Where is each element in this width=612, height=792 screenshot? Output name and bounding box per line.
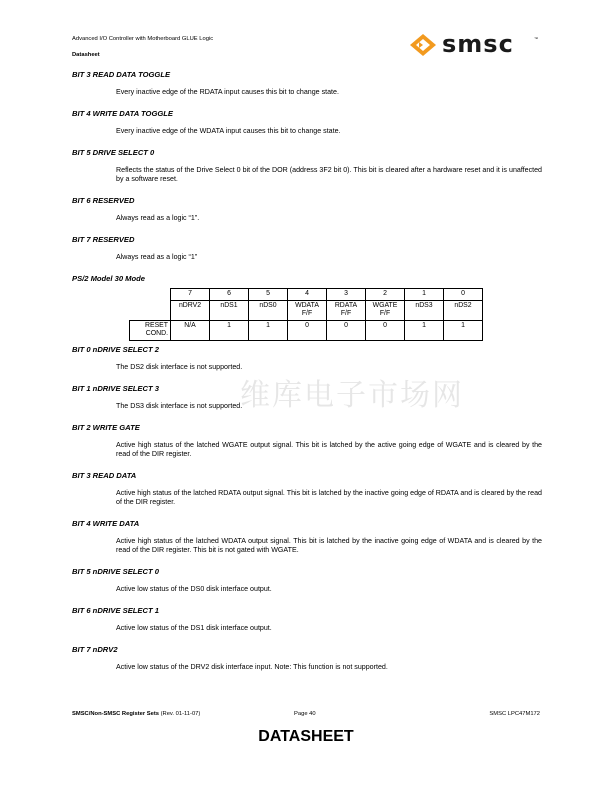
- footer-revision: (Rev. 01-11-07): [160, 711, 201, 717]
- bit-heading: BIT 3 READ DATA TOGGLE: [72, 70, 171, 79]
- table-cell-field-name: nDS3: [405, 300, 444, 320]
- table-cell-field-name: RDATA F/F: [327, 300, 366, 320]
- table-cell-bit-number: 7: [171, 289, 210, 301]
- bit-heading: BIT 7 RESERVED: [72, 235, 135, 244]
- bit-heading: BIT 4 WRITE DATA TOGGLE: [72, 109, 173, 118]
- table-cell-reset-value: N/A: [171, 320, 210, 340]
- table-cell-bit-number: 1: [405, 289, 444, 301]
- bit-heading: BIT 2 WRITE GATE: [72, 422, 140, 432]
- table-cell-bit-number: 4: [288, 289, 327, 301]
- table-cell-reset-value: 0: [327, 320, 366, 340]
- header-title: Advanced I/O Controller with Motherboard GLUE Logic: [72, 36, 214, 42]
- header-subtitle: Datasheet: [72, 52, 100, 58]
- bit-description: Active low status of the DS1 disk interface output.: [116, 623, 272, 632]
- table-cell-reset-value: 0: [288, 320, 327, 340]
- bit-heading: BIT 1 nDRIVE SELECT 3: [72, 383, 159, 393]
- table-cell-field-name: WGATE F/F: [366, 300, 405, 320]
- bit-heading: BIT 6 RESERVED: [72, 196, 135, 205]
- bit-description: Active low status of the DS0 disk interface output.: [116, 584, 272, 593]
- table-cell-bit-number: 3: [327, 289, 366, 301]
- table-cell-field-name: nDRV2: [171, 300, 210, 320]
- bit-heading: BIT 6 nDRIVE SELECT 1: [72, 605, 159, 615]
- bit-description: Always read as a logic “1”.: [116, 214, 200, 222]
- bit-description: Active high status of the latched WGATE output signal. This bit is latched by the active going edge of WGATE and is cleared by the read of the DIR register.: [116, 440, 542, 458]
- footer-page-number: Page 40: [294, 711, 316, 717]
- smsc-logo: [410, 30, 540, 58]
- bit-description: Active low status of the DRV2 disk interface input. Note: This function is not supported.: [116, 662, 388, 671]
- table-corner: [130, 289, 171, 301]
- bit-heading: BIT 5 DRIVE SELECT 0: [72, 148, 155, 157]
- bit-description: Every inactive edge of the WDATA input causes this bit to change state.: [116, 127, 341, 135]
- table-cell-field-name: WDATA F/F: [288, 300, 327, 320]
- table-cell-reset-value: 1: [444, 320, 483, 340]
- table-cell-bit-number: 2: [366, 289, 405, 301]
- table-cell-bit-number: 6: [210, 289, 249, 301]
- table-row-bit-numbers: [130, 289, 483, 301]
- table-title: PS/2 Model 30 Mode: [72, 274, 146, 283]
- table-cell-reset-value: 0: [366, 320, 405, 340]
- table-cell-reset-value: 1: [249, 320, 288, 340]
- bit-description: Active high status of the latched RDATA output signal. This bit is latched by the inactive going edge of RDATA and is cleared by the read of the DIR register.: [116, 488, 542, 506]
- bit-heading: BIT 4 WRITE DATA: [72, 518, 140, 528]
- table-corner: [130, 300, 171, 320]
- table-cell-reset-value: 1: [405, 320, 444, 340]
- logo-trademark: ™: [534, 36, 538, 41]
- bit-section-group-1: [72, 70, 542, 262]
- register-table: [129, 288, 483, 341]
- datasheet-banner: DATASHEET: [258, 728, 354, 745]
- bit-heading: BIT 3 READ DATA: [72, 470, 137, 480]
- logo-wordmark: smsc: [442, 30, 514, 58]
- bit-description: Reflects the status of the Drive Select 0 bit of the DOR (address 3F2 bit 0). This bit is cleared after a hardware reset and it is unaffected by a software reset.: [116, 166, 542, 183]
- table-row-reset: [130, 320, 483, 340]
- table-cell-bit-number: 5: [249, 289, 288, 301]
- table-cell-bit-number: 0: [444, 289, 483, 301]
- watermark: 维库电子市场网: [240, 378, 464, 413]
- bit-description: Active high status of the latched WDATA output signal. This bit is latched by the inactive going edge of WDATA and is cleared by the read of the DIR register. This bit is not gated with WGATE.: [116, 536, 542, 554]
- footer-part-number: SMSC LPC47M172: [489, 711, 540, 717]
- footer-left: [72, 711, 200, 717]
- table-cell-reset-value: 1: [210, 320, 249, 340]
- table-cell-field-name: nDS0: [249, 300, 288, 320]
- table-cell-field-name: nDS2: [444, 300, 483, 320]
- bit-heading: BIT 5 nDRIVE SELECT 0: [72, 566, 159, 576]
- bit-description: Every inactive edge of the RDATA input causes this bit to change state.: [116, 88, 339, 96]
- bit-heading: BIT 7 nDRV2: [72, 644, 118, 654]
- table-cell-field-name: nDS1: [210, 300, 249, 320]
- reset-cond-label: RESET COND.: [130, 320, 171, 340]
- bit-description: The DS3 disk interface is not supported.: [116, 401, 243, 410]
- smsc-logo-icon: [410, 34, 436, 56]
- table-row-names: [130, 300, 483, 320]
- bit-heading: BIT 0 nDRIVE SELECT 2: [72, 344, 159, 354]
- bit-description: Always read as a logic “1”: [116, 253, 198, 261]
- bit-description: The DS2 disk interface is not supported.: [116, 362, 243, 371]
- footer-doc-name: SMSC/Non-SMSC Register Sets: [72, 711, 159, 717]
